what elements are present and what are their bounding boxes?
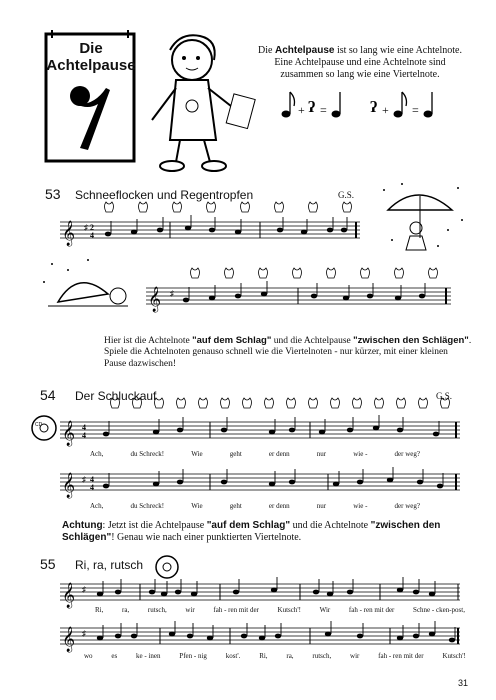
lyric: Ri,: [259, 652, 268, 660]
note: [235, 219, 241, 234]
clap-hands-icon: [309, 398, 318, 408]
lyric: ke - inen: [136, 652, 161, 660]
note: [313, 579, 319, 594]
staff-55-1: [60, 576, 470, 606]
intro-line2: Eine Achtelpause und eine Achtelnote sind: [274, 57, 446, 68]
note: [269, 419, 275, 434]
staff-54-1: [60, 396, 470, 446]
song-53-title: Schneeflocken und Regentropfen: [75, 188, 254, 202]
svg-text:𝄞: 𝄞: [62, 220, 76, 245]
intro-line1-post: ist so lang wie eine Achtelnote.: [334, 45, 462, 56]
lyric: nur: [316, 450, 327, 458]
note: [311, 283, 317, 298]
note: [289, 469, 295, 484]
clap-hands-icon: [173, 202, 182, 212]
note: [433, 421, 439, 436]
note: [347, 417, 353, 432]
note: [115, 623, 121, 638]
clap-hands-icon: [241, 202, 250, 212]
lyric: es: [111, 652, 118, 660]
note: [183, 287, 189, 302]
clap-hands-icon: [207, 202, 216, 212]
lyrics-54-2: [90, 502, 420, 510]
note: [327, 581, 333, 596]
note: [207, 625, 213, 640]
svg-text:♯: ♯: [82, 629, 86, 638]
clap-row-53-2: [191, 268, 438, 278]
lyric: Ach,: [90, 450, 104, 458]
clap-hands-icon: [419, 398, 428, 408]
note: [373, 415, 379, 430]
note: [333, 471, 339, 486]
lyric: wir: [185, 606, 195, 614]
clap-hands-icon: [375, 398, 384, 408]
attention-bold2: "zwischen den: [370, 520, 441, 531]
note: [343, 285, 349, 300]
note: [271, 577, 277, 592]
lyric: geht: [229, 502, 242, 510]
lyric: kost'.: [225, 652, 241, 660]
note: [115, 579, 121, 594]
svg-text:CD: CD: [35, 422, 43, 428]
staff-53-2: [146, 266, 466, 316]
note: [417, 469, 423, 484]
note: [413, 579, 419, 594]
lyric: der weg?: [394, 502, 420, 510]
svg-text:4: 4: [90, 483, 94, 492]
lyrics-55-1: [95, 606, 465, 614]
lyric: Schne - cken-post,: [413, 606, 465, 614]
note-equations: [278, 88, 458, 128]
clap-hands-icon: [429, 268, 438, 278]
lyric: er denn: [268, 502, 290, 510]
cd-icon: [30, 414, 58, 442]
lyric: wie -: [353, 450, 368, 458]
clap-hands-icon: [133, 398, 142, 408]
svg-text:+: +: [298, 103, 305, 117]
expl-line1-mid: und die Achtelpause: [271, 336, 354, 346]
note: [327, 217, 333, 232]
svg-text:𝄞: 𝄞: [62, 420, 76, 445]
intro-line1-pre: Die: [258, 45, 275, 56]
note: [187, 623, 193, 638]
eighth-rest-icon: [66, 82, 116, 152]
note: [153, 471, 159, 486]
lyric: Kutsch'!: [277, 606, 301, 614]
note: [387, 467, 393, 482]
clap-hands-icon: [343, 202, 352, 212]
note: [103, 421, 109, 436]
note: [131, 219, 137, 234]
attention-line2-post: ! Genau wie nach einer punktierten Viertelnote.: [111, 532, 302, 543]
svg-text:♯: ♯: [84, 223, 88, 232]
staff-55-2: [60, 620, 470, 650]
note: [357, 469, 363, 484]
svg-text:𝄞: 𝄞: [62, 626, 76, 651]
clap-hands-icon: [441, 398, 450, 408]
note: [429, 621, 435, 636]
svg-text:♯: ♯: [82, 585, 86, 594]
note: [105, 221, 111, 236]
umbrella-illustration: [378, 180, 468, 260]
lyric: fah - ren mit der: [378, 652, 424, 660]
clap-hands-icon: [309, 202, 318, 212]
note: [261, 281, 267, 296]
expl-line1-bold1: "auf dem Schlag": [192, 335, 272, 346]
svg-text:2: 2: [90, 223, 94, 232]
clap-hands-icon: [287, 398, 296, 408]
intro-line3: zusammen so lang wie eine Viertelnote.: [280, 69, 440, 80]
song-53-number: 53: [45, 186, 61, 202]
lyric: wie -: [353, 502, 368, 510]
lyric: der weg?: [394, 450, 420, 458]
note: [157, 217, 163, 232]
svg-text:4: 4: [90, 231, 94, 240]
note: [177, 469, 183, 484]
note: [347, 579, 353, 594]
svg-text:4: 4: [82, 423, 86, 432]
lyric: Wie: [191, 502, 203, 510]
clap-hands-icon: [191, 268, 200, 278]
clap-hands-icon: [327, 268, 336, 278]
lyric: er denn: [268, 450, 290, 458]
lyrics-54-1: [90, 450, 420, 458]
lyric: Wie: [191, 450, 203, 458]
note: [437, 473, 443, 488]
clap-hands-icon: [397, 398, 406, 408]
lyric: du Schreck!: [130, 502, 165, 510]
lyric: Ach,: [90, 502, 104, 510]
song-55-title: Ri, ra, rutsch: [75, 558, 144, 572]
svg-text:+: +: [382, 103, 389, 117]
note: [367, 283, 373, 298]
clap-hands-icon: [361, 268, 370, 278]
expl-line1-bold2: "zwischen den Schlägen": [353, 335, 469, 346]
song-54-title: Der Schluckauf: [75, 389, 157, 403]
clap-hands-icon: [265, 398, 274, 408]
box-title-line2: Achtelpause: [46, 57, 136, 74]
lyric: Wir: [319, 606, 331, 614]
clap-hands-icon: [105, 202, 114, 212]
svg-text:=: =: [412, 103, 419, 117]
lyric: rutsch,: [147, 606, 167, 614]
note: [301, 219, 307, 234]
expl-line1-pre: Hier ist die Achtelnote: [104, 336, 193, 346]
lyric: nur: [316, 502, 327, 510]
note: [131, 623, 137, 638]
note: [319, 419, 325, 434]
note: [153, 419, 159, 434]
song-53-composer: G.S.: [338, 190, 355, 200]
attention-line1-mid: : Jetzt ist die Achtelpause: [102, 520, 207, 531]
note: [221, 469, 227, 484]
note: [209, 285, 215, 300]
lyric: ra,: [286, 652, 294, 660]
note: [97, 625, 103, 640]
lyric: du Schreck!: [130, 450, 165, 458]
staff-53-1: [60, 200, 370, 250]
svg-text:♯: ♯: [82, 475, 86, 484]
attention-bold1: "auf dem Schlag": [206, 520, 291, 531]
equation-2: [370, 92, 433, 118]
lyrics-55-2: [84, 652, 466, 660]
clap-hands-icon: [259, 268, 268, 278]
svg-text:ʔ: ʔ: [370, 99, 378, 116]
lyric: fah - ren mit der: [348, 606, 395, 614]
clap-hands-icon: [155, 398, 164, 408]
svg-text:𝄞: 𝄞: [148, 286, 162, 311]
clap-hands-icon: [293, 268, 302, 278]
note: [357, 623, 363, 638]
clap-hands-icon: [331, 398, 340, 408]
lyric: ra,: [122, 606, 130, 614]
note: [221, 417, 227, 432]
clap-hands-icon: [395, 268, 404, 278]
clap-hands-icon: [199, 398, 208, 408]
note: [259, 625, 265, 640]
clap-hands-icon: [139, 202, 148, 212]
attention-line2-bold: Schlägen": [62, 532, 112, 543]
clap-hands-icon: [353, 398, 362, 408]
note: [289, 417, 295, 432]
note: [341, 217, 347, 232]
lyric: wir: [350, 652, 360, 660]
clap-hands-icon: [243, 398, 252, 408]
lyric: Kutsch'!: [442, 652, 466, 660]
note: [413, 623, 419, 638]
svg-text:𝄞: 𝄞: [62, 582, 76, 607]
attention-label: Achtung: [62, 520, 103, 531]
clap-row-54-1: [111, 398, 450, 408]
note: [149, 579, 155, 594]
lyric: rutsch,: [312, 652, 332, 660]
note: [277, 217, 283, 232]
note: [397, 417, 403, 432]
intro-line1-bold: Achtelpause: [275, 45, 335, 56]
note: [175, 579, 181, 594]
song-55-number: 55: [40, 556, 56, 572]
equation-1: [282, 92, 341, 118]
note: [97, 581, 103, 596]
note: [397, 577, 403, 592]
clap-row-53-1: [105, 202, 352, 212]
song-54-number: 54: [40, 387, 56, 403]
note: [325, 621, 331, 636]
lyric: Ri,: [95, 606, 104, 614]
note: [235, 283, 241, 298]
lyric: wo: [84, 652, 93, 660]
note: [191, 581, 197, 596]
note: [103, 473, 109, 488]
expl-line1-post: .: [468, 336, 472, 346]
note: [241, 623, 247, 638]
note: [397, 625, 403, 640]
box-title-line1: Die: [79, 40, 103, 57]
song-54-composer: G.S.: [436, 391, 453, 401]
svg-text:4: 4: [90, 475, 94, 484]
svg-text:𝄞: 𝄞: [62, 472, 76, 497]
svg-text:♯: ♯: [170, 289, 174, 298]
clap-hands-icon: [111, 398, 120, 408]
lyric: geht: [229, 450, 242, 458]
note: [185, 215, 191, 230]
note: [161, 581, 167, 596]
lyric: Pfen - nig: [179, 652, 207, 660]
note: [449, 627, 455, 642]
achtelpause-box: [44, 30, 138, 165]
page-number: 31: [458, 678, 469, 688]
note: [169, 621, 175, 636]
svg-text:ʔ: ʔ: [308, 99, 316, 116]
staff-54-2: [60, 462, 470, 502]
note: [429, 581, 435, 596]
clap-hands-icon: [275, 202, 284, 212]
svg-text:4: 4: [82, 431, 86, 440]
note: [177, 417, 183, 432]
expl-line3: Pause dazwischen!: [104, 358, 177, 369]
note: [419, 283, 425, 298]
clap-hands-icon: [177, 398, 186, 408]
note: [209, 217, 215, 232]
attention-line1-mid2: und die Achtelnote: [290, 520, 371, 531]
svg-text:=: =: [320, 103, 327, 117]
clap-hands-icon: [225, 268, 234, 278]
note: [233, 579, 239, 594]
note: [275, 623, 281, 638]
turtle-illustration: [38, 258, 138, 318]
clap-hands-icon: [221, 398, 230, 408]
expl-line2: Spiele die Achtelnoten genauso schnell wie die Viertelnoten - nur kürzer, mit einer kleinen: [104, 347, 448, 358]
lyric: fah - ren mit der: [213, 606, 259, 614]
note: [395, 285, 401, 300]
note: [269, 471, 275, 486]
